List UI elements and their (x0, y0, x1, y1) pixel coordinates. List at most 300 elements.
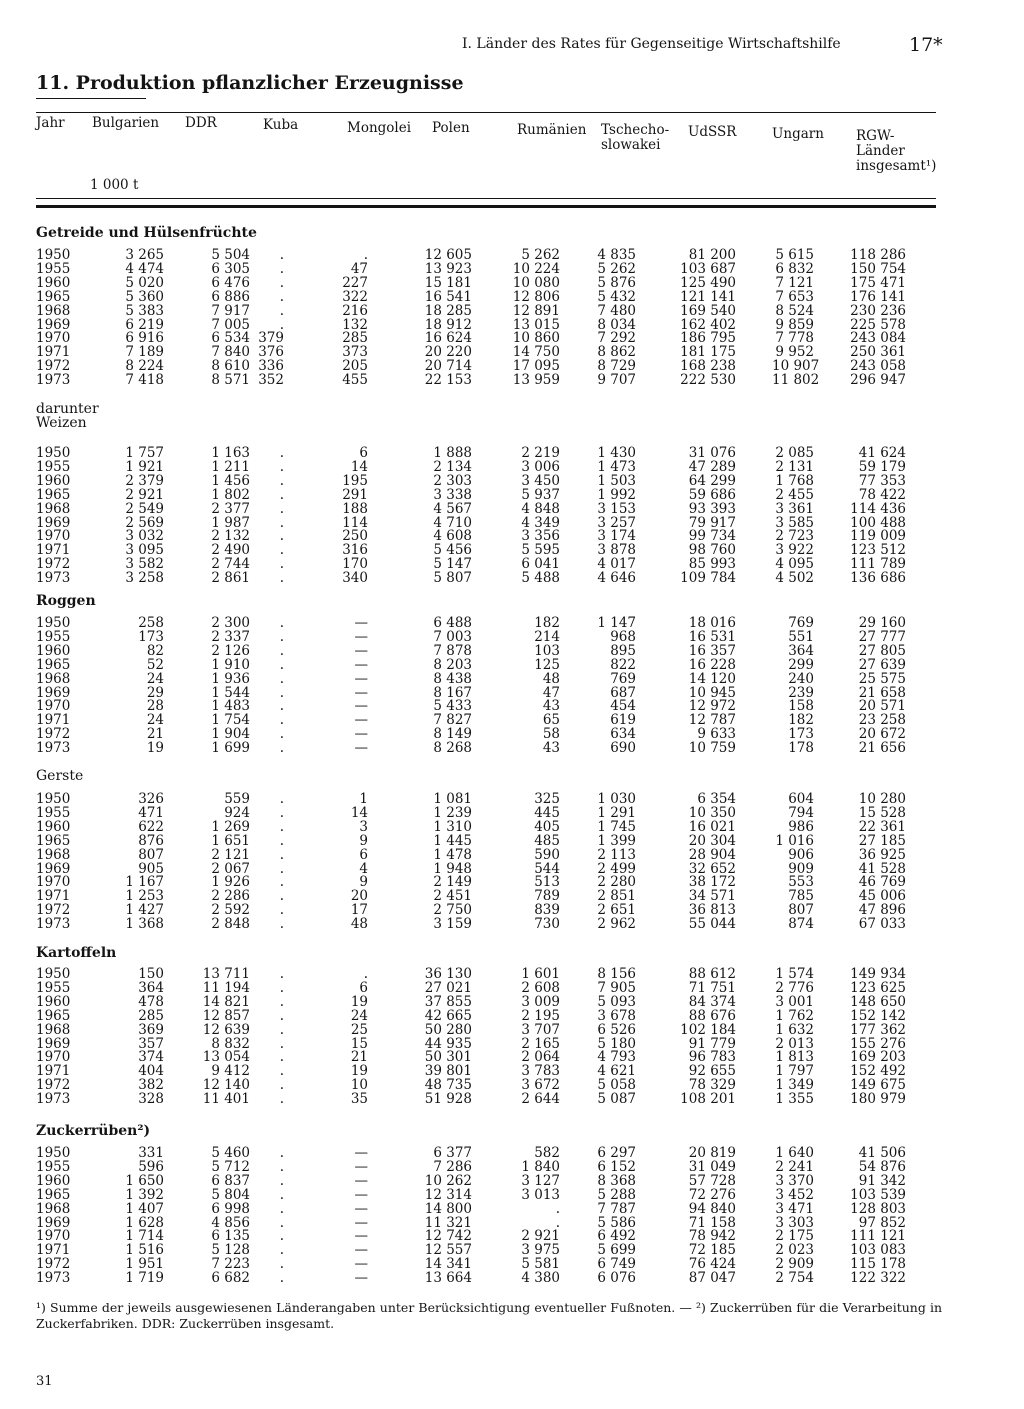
kuba-cell: . (279, 1270, 284, 1287)
ungarn-cell: 1 762 (775, 1007, 814, 1024)
kuba-cell: . (279, 1172, 284, 1189)
rumaenien-cell: 582 (534, 1145, 560, 1161)
rgw-total-cell: 20 571 (858, 698, 906, 715)
table-row (36, 834, 936, 848)
year-cell: 1972 (36, 1256, 71, 1273)
column-header: DDR (185, 115, 217, 131)
ddr-cell: 1 910 (211, 656, 250, 673)
table-row (36, 672, 936, 686)
table-row (36, 1009, 936, 1023)
mongolei-cell: 4 (359, 860, 368, 877)
tschechoslowakei-cell: 1 430 (597, 445, 636, 461)
column-header: Kuba (263, 117, 299, 133)
udssr-cell: 84 374 (688, 993, 736, 1010)
kuba-cell: . (279, 791, 284, 807)
kuba-cell: . (279, 860, 284, 877)
rgw-total-cell: 119 009 (850, 528, 906, 545)
tschechoslowakei-cell: 1 745 (597, 818, 636, 835)
tschechoslowakei-cell: 8 862 (597, 344, 636, 361)
year-cell: 1968 (36, 1021, 71, 1038)
year-cell: 1960 (36, 472, 71, 489)
polen-cell: 12 605 (424, 247, 472, 263)
ddr-cell: 2 337 (211, 628, 250, 645)
rgw-total-cell: 136 686 (850, 570, 906, 587)
tschechoslowakei-cell: 5 262 (597, 260, 636, 277)
tschechoslowakei-cell: 6 297 (597, 1145, 636, 1161)
ungarn-cell: 2 175 (775, 1228, 814, 1245)
table-row (36, 727, 936, 741)
udssr-cell: 72 276 (688, 1186, 736, 1203)
polen-cell: 14 341 (424, 1256, 472, 1273)
udssr-cell: 96 783 (688, 1049, 736, 1066)
mongolei-cell: 114 (342, 514, 368, 531)
table-row (36, 1050, 936, 1064)
udssr-cell: 36 813 (688, 902, 736, 919)
ungarn-cell: 553 (788, 874, 814, 891)
rumaenien-cell: 2 608 (521, 979, 560, 996)
polen-cell: 4 710 (433, 514, 472, 531)
section-title: Getreide und Hülsenfrüchte (36, 225, 257, 241)
mongolei-cell: . (363, 966, 368, 982)
table-row (36, 1078, 936, 1092)
tschechoslowakei-cell: 4 621 (597, 1063, 636, 1080)
kuba-cell: . (279, 570, 284, 587)
ungarn-cell: 2 023 (775, 1242, 814, 1259)
udssr-cell: 91 779 (688, 1035, 736, 1052)
udssr-cell: 18 016 (688, 615, 736, 631)
ddr-cell: 1 163 (211, 445, 250, 461)
udssr-cell: 34 571 (688, 888, 736, 905)
rumaenien-cell: 3 672 (521, 1077, 560, 1094)
rumaenien-cell: 789 (534, 888, 560, 905)
udssr-cell: 85 993 (688, 556, 736, 573)
udssr-cell: 102 184 (680, 1021, 736, 1038)
rgw-total-cell: 152 492 (850, 1063, 906, 1080)
kuba-cell: . (279, 712, 284, 729)
bulgarien-cell: 328 (138, 1091, 164, 1108)
bulgarien-cell: 404 (138, 1063, 164, 1080)
kuba-cell: . (279, 1049, 284, 1066)
table-row (36, 1160, 936, 1174)
ddr-cell: 1 544 (211, 684, 250, 701)
mongolei-cell: 250 (342, 528, 368, 545)
bulgarien-cell: 2 569 (125, 514, 164, 531)
rgw-total-cell: 111 789 (850, 556, 906, 573)
rgw-total-cell: 149 675 (850, 1077, 906, 1094)
udssr-cell: 16 021 (688, 818, 736, 835)
tschechoslowakei-cell: 634 (610, 726, 636, 743)
rumaenien-cell: 4 380 (521, 1270, 560, 1287)
year-cell: 1970 (36, 874, 71, 891)
year-cell: 1960 (36, 642, 71, 659)
kuba-cell: . (279, 556, 284, 573)
polen-cell: 2 134 (433, 458, 472, 475)
udssr-cell: 59 686 (688, 486, 736, 503)
unit-label: 1 000 t (90, 177, 139, 193)
mongolei-cell: — (354, 1242, 368, 1259)
mongolei-cell: — (354, 1200, 368, 1217)
table-row (36, 1257, 936, 1271)
kuba-cell: . (279, 628, 284, 645)
rgw-total-cell: 230 236 (850, 302, 906, 319)
tschechoslowakei-cell: 8 368 (597, 1172, 636, 1189)
ddr-cell: 6 476 (211, 274, 250, 291)
ddr-cell: 2 592 (211, 902, 250, 919)
tschechoslowakei-cell: 8 034 (597, 316, 636, 333)
table-row (36, 741, 936, 755)
ddr-cell: 7 005 (211, 316, 250, 333)
ddr-cell: 5 804 (211, 1186, 250, 1203)
tschechoslowakei-cell: 4 835 (597, 247, 636, 263)
year-cell: 1969 (36, 860, 71, 877)
rumaenien-cell: 2 165 (521, 1035, 560, 1052)
mongolei-cell: 1 (359, 791, 368, 807)
kuba-cell: . (279, 316, 284, 333)
ddr-cell: 2 300 (211, 615, 250, 631)
rgw-total-cell: 47 896 (858, 902, 906, 919)
ungarn-cell: 7 778 (775, 330, 814, 347)
year-cell: 1955 (36, 979, 71, 996)
polen-cell: 18 285 (424, 302, 472, 319)
bulgarien-cell: 1 757 (125, 445, 164, 461)
rgw-total-cell: 36 925 (858, 846, 906, 863)
table-row (36, 359, 936, 373)
bulgarien-cell: 1 628 (125, 1214, 164, 1231)
kuba-cell: . (279, 740, 284, 757)
tschechoslowakei-cell: 5 586 (597, 1214, 636, 1231)
rumaenien-cell: 3 783 (521, 1063, 560, 1080)
udssr-cell: 109 784 (680, 570, 736, 587)
tschechoslowakei-cell: 6 076 (597, 1270, 636, 1287)
mongolei-cell: 455 (342, 372, 368, 389)
ddr-cell: 11 401 (202, 1091, 250, 1108)
kuba-cell: . (279, 472, 284, 489)
kuba-cell: . (279, 1077, 284, 1094)
kuba-cell: . (279, 260, 284, 277)
polen-cell: 16 624 (424, 330, 472, 347)
mongolei-cell: — (354, 1158, 368, 1175)
udssr-cell: 88 612 (688, 966, 736, 982)
table-row (36, 1216, 936, 1230)
ddr-cell: 6 682 (211, 1270, 250, 1287)
tschechoslowakei-cell: 1 030 (597, 791, 636, 807)
bulgarien-cell: 1 392 (125, 1186, 164, 1203)
udssr-cell: 9 633 (697, 726, 736, 743)
bulgarien-cell: 1 921 (125, 458, 164, 475)
table-row (36, 460, 936, 474)
tschechoslowakei-cell: 2 113 (597, 846, 636, 863)
tschechoslowakei-cell: 9 707 (597, 372, 636, 389)
rgw-total-cell: 169 203 (850, 1049, 906, 1066)
mongolei-cell: — (354, 1186, 368, 1203)
udssr-cell: 12 972 (688, 698, 736, 715)
table-row (36, 543, 936, 557)
header-rule-thin (36, 198, 936, 199)
udssr-cell: 10 350 (688, 804, 736, 821)
tschechoslowakei-cell: 4 017 (597, 556, 636, 573)
ddr-cell: 5 504 (211, 247, 250, 263)
kuba-cell: . (279, 274, 284, 291)
year-cell: 1960 (36, 993, 71, 1010)
tschechoslowakei-cell: 6 152 (597, 1158, 636, 1175)
polen-cell: 6 488 (433, 615, 472, 631)
rumaenien-cell: 6 041 (521, 556, 560, 573)
ungarn-cell: 1 016 (775, 832, 814, 849)
table-row (36, 1229, 936, 1243)
year-cell: 1973 (36, 1091, 71, 1108)
udssr-cell: 31 076 (688, 445, 736, 461)
ungarn-cell: 3 471 (775, 1200, 814, 1217)
column-header: Rumänien (517, 122, 587, 138)
mongolei-cell: 19 (350, 1063, 368, 1080)
mongolei-cell: 216 (342, 302, 368, 319)
rgw-total-cell: 243 084 (850, 330, 906, 347)
polen-cell: 48 735 (424, 1077, 472, 1094)
polen-cell: 5 807 (433, 570, 472, 587)
mongolei-cell: — (354, 698, 368, 715)
folio: 31 (36, 1374, 53, 1389)
bulgarien-cell: 3 265 (125, 247, 164, 263)
table-row (36, 806, 936, 820)
kuba-cell: . (279, 1063, 284, 1080)
kuba-cell: . (279, 902, 284, 919)
ddr-cell: 6 305 (211, 260, 250, 277)
ddr-cell: 2 121 (211, 846, 250, 863)
polen-cell: 7 878 (433, 642, 472, 659)
ungarn-cell: 1 797 (775, 1063, 814, 1080)
rumaenien-cell: . (555, 1200, 560, 1217)
ungarn-cell: 11 802 (772, 372, 820, 389)
kuba-cell: . (279, 1256, 284, 1273)
kuba-cell: . (279, 832, 284, 849)
udssr-cell: 78 942 (688, 1228, 736, 1245)
kuba-cell: . (279, 1186, 284, 1203)
bulgarien-cell: 1 427 (125, 902, 164, 919)
bulgarien-cell: 7 189 (125, 344, 164, 361)
table-row (36, 262, 936, 276)
mongolei-cell: 19 (350, 993, 368, 1010)
rgw-total-cell: 41 624 (858, 445, 906, 461)
rumaenien-cell: 12 891 (512, 302, 560, 319)
tschechoslowakei-cell: 7 480 (597, 302, 636, 319)
kuba-cell: . (279, 846, 284, 863)
table-row (36, 502, 936, 516)
polen-cell: 12 314 (424, 1186, 472, 1203)
year-cell: 1965 (36, 656, 71, 673)
mongolei-cell: — (354, 670, 368, 687)
ungarn-cell: 1 355 (775, 1091, 814, 1108)
udssr-cell: 20 819 (688, 1145, 736, 1161)
mongolei-cell: 6 (359, 979, 368, 996)
rgw-total-cell: 149 934 (850, 966, 906, 982)
title-underline (36, 98, 146, 99)
mongolei-cell: — (354, 740, 368, 757)
ungarn-cell: 1 768 (775, 472, 814, 489)
running-title: I. Länder des Rates für Gegenseitige Wirtschaftshilfe (462, 36, 841, 52)
tschechoslowakei-cell: 687 (610, 684, 636, 701)
udssr-cell: 88 676 (688, 1007, 736, 1024)
rgw-total-cell: 128 803 (850, 1200, 906, 1217)
rumaenien-cell: 65 (542, 712, 560, 729)
bulgarien-cell: 5 360 (125, 288, 164, 305)
tschechoslowakei-cell: 1 473 (597, 458, 636, 475)
rumaenien-cell: 730 (534, 916, 560, 933)
udssr-cell: 10 759 (688, 740, 736, 757)
kuba-cell: . (279, 615, 284, 631)
table-row (36, 967, 936, 981)
udssr-cell: 186 795 (680, 330, 736, 347)
kuba-cell: 352 (258, 372, 284, 389)
tschechoslowakei-cell: 3 678 (597, 1007, 636, 1024)
ungarn-cell: 604 (788, 791, 814, 807)
table-row (36, 1271, 936, 1285)
ddr-cell: 2 067 (211, 860, 250, 877)
ddr-cell: 2 126 (211, 642, 250, 659)
bulgarien-cell: 478 (138, 993, 164, 1010)
table-row (36, 290, 936, 304)
tschechoslowakei-cell: 454 (610, 698, 636, 715)
year-cell: 1955 (36, 458, 71, 475)
udssr-cell: 169 540 (680, 302, 736, 319)
udssr-cell: 98 760 (688, 542, 736, 559)
rgw-total-cell: 150 754 (850, 260, 906, 277)
udssr-cell: 57 728 (688, 1172, 736, 1189)
table-row (36, 616, 936, 630)
mongolei-cell: — (354, 1172, 368, 1189)
bulgarien-cell: 331 (138, 1145, 164, 1161)
year-cell: 1950 (36, 247, 71, 263)
rumaenien-cell: 5 488 (521, 570, 560, 587)
mongolei-cell: 25 (350, 1021, 368, 1038)
polen-cell: 18 912 (424, 316, 472, 333)
mongolei-cell: 20 (350, 888, 368, 905)
udssr-cell: 125 490 (680, 274, 736, 291)
year-cell: 1972 (36, 358, 71, 375)
table-row (36, 713, 936, 727)
mongolei-cell: 6 (359, 846, 368, 863)
tschechoslowakei-cell: 4 646 (597, 570, 636, 587)
rgw-total-cell: 118 286 (850, 247, 906, 263)
rumaenien-cell: 48 (542, 670, 560, 687)
polen-cell: 14 800 (424, 1200, 472, 1217)
rumaenien-cell: 2 644 (521, 1091, 560, 1108)
ddr-cell: 13 054 (202, 1049, 250, 1066)
bulgarien-cell: 150 (138, 966, 164, 982)
ungarn-cell: 7 121 (775, 274, 814, 291)
rgw-total-cell: 45 006 (858, 888, 906, 905)
mongolei-cell: — (354, 615, 368, 631)
rgw-total-cell: 296 947 (850, 372, 906, 389)
rumaenien-cell: 14 750 (512, 344, 560, 361)
rumaenien-cell: 12 806 (512, 288, 560, 305)
ungarn-cell: 2 241 (775, 1158, 814, 1175)
rgw-total-cell: 77 353 (858, 472, 906, 489)
bulgarien-cell: 3 258 (125, 570, 164, 587)
tschechoslowakei-cell: 2 962 (597, 916, 636, 933)
mongolei-cell: — (354, 1228, 368, 1245)
tschechoslowakei-cell: 822 (610, 656, 636, 673)
bulgarien-cell: 173 (138, 628, 164, 645)
ddr-cell: 5 460 (211, 1145, 250, 1161)
table-row (36, 529, 936, 543)
rgw-total-cell: 148 650 (850, 993, 906, 1010)
polen-cell: 39 801 (424, 1063, 472, 1080)
kuba-cell: . (279, 500, 284, 517)
rgw-total-cell: 29 160 (858, 615, 906, 631)
mongolei-cell: . (363, 247, 368, 263)
polen-cell: 37 855 (424, 993, 472, 1010)
mongolei-cell: — (354, 1256, 368, 1273)
rgw-total-cell: 155 276 (850, 1035, 906, 1052)
rgw-total-cell: 15 528 (858, 804, 906, 821)
bulgarien-cell: 374 (138, 1049, 164, 1066)
year-cell: 1973 (36, 740, 71, 757)
bulgarien-cell: 4 474 (125, 260, 164, 277)
ddr-cell: 7 917 (211, 302, 250, 319)
rumaenien-cell: 3 009 (521, 993, 560, 1010)
polen-cell: 20 714 (424, 358, 472, 375)
mongolei-cell: — (354, 1270, 368, 1287)
rumaenien-cell: 590 (534, 846, 560, 863)
ungarn-cell: 239 (788, 684, 814, 701)
rgw-total-cell: 21 656 (858, 740, 906, 757)
year-cell: 1971 (36, 888, 71, 905)
tschechoslowakei-cell: 6 749 (597, 1256, 636, 1273)
ddr-cell: 1 754 (211, 712, 250, 729)
rgw-total-cell: 122 322 (850, 1270, 906, 1287)
rgw-total-cell: 103 083 (850, 1242, 906, 1259)
tschechoslowakei-cell: 5 093 (597, 993, 636, 1010)
table-row (36, 981, 936, 995)
year-cell: 1968 (36, 302, 71, 319)
column-header: Polen (432, 120, 470, 136)
table-row (36, 699, 936, 713)
ungarn-cell: 2 754 (775, 1270, 814, 1287)
year-cell: 1968 (36, 670, 71, 687)
table-row (36, 373, 936, 387)
bulgarien-cell: 3 582 (125, 556, 164, 573)
year-cell: 1965 (36, 1186, 71, 1203)
kuba-cell: . (279, 1091, 284, 1108)
ddr-cell: 1 926 (211, 874, 250, 891)
polen-cell: 13 923 (424, 260, 472, 277)
rgw-total-cell: 20 672 (858, 726, 906, 743)
tschechoslowakei-cell: 3 153 (597, 500, 636, 517)
ungarn-cell: 3 361 (775, 500, 814, 517)
mongolei-cell: 9 (359, 874, 368, 891)
ddr-cell: 2 861 (211, 570, 250, 587)
year-cell: 1973 (36, 372, 71, 389)
kuba-cell: . (279, 486, 284, 503)
rumaenien-cell: 405 (534, 818, 560, 835)
ungarn-cell: 874 (788, 916, 814, 933)
ddr-cell: 1 987 (211, 514, 250, 531)
ddr-cell: 1 269 (211, 818, 250, 835)
section-title: Kartoffeln (36, 945, 117, 961)
udssr-cell: 108 201 (680, 1091, 736, 1108)
table-row (36, 1092, 936, 1106)
kuba-cell: . (279, 1035, 284, 1052)
polen-cell: 50 301 (424, 1049, 472, 1066)
mongolei-cell: 14 (350, 804, 368, 821)
mongolei-cell: — (354, 628, 368, 645)
rumaenien-cell: . (555, 1214, 560, 1231)
column-header: RGW- Länder insgesamt¹) (856, 128, 937, 174)
year-cell: 1950 (36, 791, 71, 807)
polen-cell: 1 445 (433, 832, 472, 849)
tschechoslowakei-cell: 5 288 (597, 1186, 636, 1203)
tschechoslowakei-cell: 6 526 (597, 1021, 636, 1038)
